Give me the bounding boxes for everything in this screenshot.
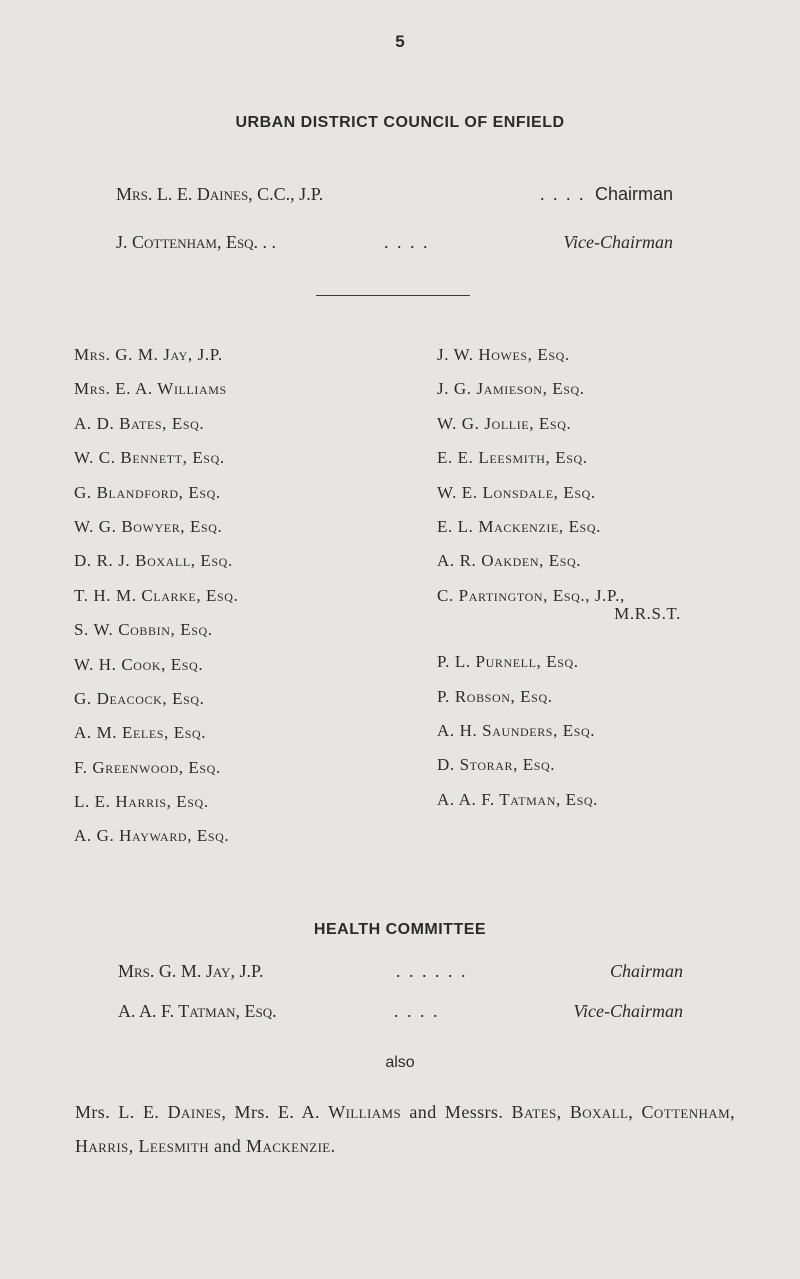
para-text: , — [628, 1102, 642, 1122]
member-name: A. R. Oakden, Esq. — [437, 551, 582, 571]
para-surname: Daines — [167, 1102, 222, 1122]
council-chairman-name: Mrs. L. E. Daines, C.C., J.P. — [116, 184, 324, 204]
council-vice-chairman-name: J. Cottenham, Esq. . . — [116, 232, 277, 252]
member-name: A. M. Eeles, Esq. — [74, 723, 207, 743]
member-name: G. Deacock, Esq. — [74, 688, 205, 708]
health-vice-chairman-row — [118, 1001, 683, 1027]
member-name: W. H. Cook, Esq. — [74, 654, 204, 674]
committee-members-paragraph — [75, 1095, 735, 1163]
council-chairman-dots: . . . . — [540, 184, 586, 204]
para-surname: Bates — [511, 1102, 557, 1122]
para-text: , — [556, 1102, 570, 1122]
page-number: 5 — [395, 32, 405, 51]
member-name: A. G. Hayward, Esq. — [74, 826, 230, 846]
health-vice-chairman-role: Vice-Chairman — [573, 1001, 683, 1021]
para-text: and Messrs. — [401, 1102, 512, 1122]
member-name: G. Blandford, Esq. — [74, 482, 221, 502]
member-name: E. L. Mackenzie, Esq. — [437, 516, 601, 536]
member-qualification: M.R.S.T. — [614, 604, 681, 624]
members-left-column — [74, 338, 238, 854]
para-text: and — [209, 1136, 247, 1156]
member-name: P. L. Purnell, Esq. — [437, 652, 579, 672]
members-right-column — [437, 338, 681, 817]
council-chairman-role: Chairman — [594, 184, 673, 204]
health-chairman-role: Chairman — [609, 961, 683, 981]
member-name: Mrs. G. M. Jay, J.P. — [74, 345, 223, 364]
council-vice-chairman-dots: . . . . — [384, 232, 430, 252]
para-text: Mrs. L. E. — [75, 1102, 168, 1122]
para-surname: Williams — [328, 1102, 402, 1122]
section-divider — [316, 295, 470, 296]
para-text: , — [730, 1102, 735, 1122]
health-committee-title: HEALTH COMMITTEE — [313, 921, 487, 938]
member-name: W. E. Lonsdale, Esq. — [437, 482, 596, 502]
health-chairman-name: Mrs. G. M. Jay, J.P. — [118, 961, 264, 981]
para-surname: Boxall — [569, 1102, 629, 1122]
member-name: D. R. J. Boxall, Esq. — [74, 551, 233, 571]
council-chairman-row — [116, 184, 673, 210]
member-name: W. G. Jollie, Esq. — [437, 413, 572, 433]
member-name: W. C. Bennett, Esq. — [74, 448, 225, 468]
health-chairman-dots: . . . . . . — [396, 961, 468, 981]
para-text: , Mrs. E. A. — [221, 1102, 329, 1122]
member-name: P. Robson, Esq. — [437, 686, 553, 706]
para-text: . — [330, 1136, 336, 1156]
health-chairman-row — [118, 961, 683, 987]
para-surname: Harris — [75, 1136, 129, 1156]
council-title: URBAN DISTRICT COUNCIL OF ENFIELD — [235, 114, 565, 131]
member-name: Mrs. E. A. Williams — [74, 379, 227, 399]
member-name: A. A. F. Tatman, Esq. — [437, 789, 599, 809]
council-vice-chairman-row — [116, 232, 673, 258]
health-vice-chairman-name: A. A. F. Tatman, Esq. — [118, 1001, 277, 1021]
council-vice-chairman-role: Vice-Chairman — [563, 232, 673, 252]
member-name: J. W. Howes, Esq. — [437, 345, 570, 364]
member-name: T. H. M. Clarke, Esq. — [74, 585, 239, 605]
member-name: W. G. Bowyer, Esq. — [74, 516, 223, 536]
para-surname: Mackenzie — [246, 1136, 331, 1156]
health-vice-chairman-dots: . . . . — [394, 1001, 440, 1021]
member-name: A. H. Saunders, Esq. — [437, 720, 596, 740]
also-label: also — [385, 1054, 415, 1071]
member-name: E. E. Leesmith, Esq. — [437, 448, 588, 468]
member-name: S. W. Cobbin, Esq. — [74, 620, 213, 640]
member-name: A. D. Bates, Esq. — [74, 413, 205, 433]
member-name: D. Storar, Esq. — [437, 755, 556, 775]
para-surname: Cottenham — [641, 1102, 731, 1122]
para-surname: Leesmith — [138, 1136, 210, 1156]
member-name: F. Greenwood, Esq. — [74, 757, 221, 777]
member-name: C. Partington, Esq., J.P., — [437, 585, 625, 605]
para-text: , — [128, 1136, 139, 1156]
member-name: J. G. Jamieson, Esq. — [437, 379, 585, 399]
gap — [437, 623, 681, 645]
member-name: L. E. Harris, Esq. — [74, 792, 209, 812]
